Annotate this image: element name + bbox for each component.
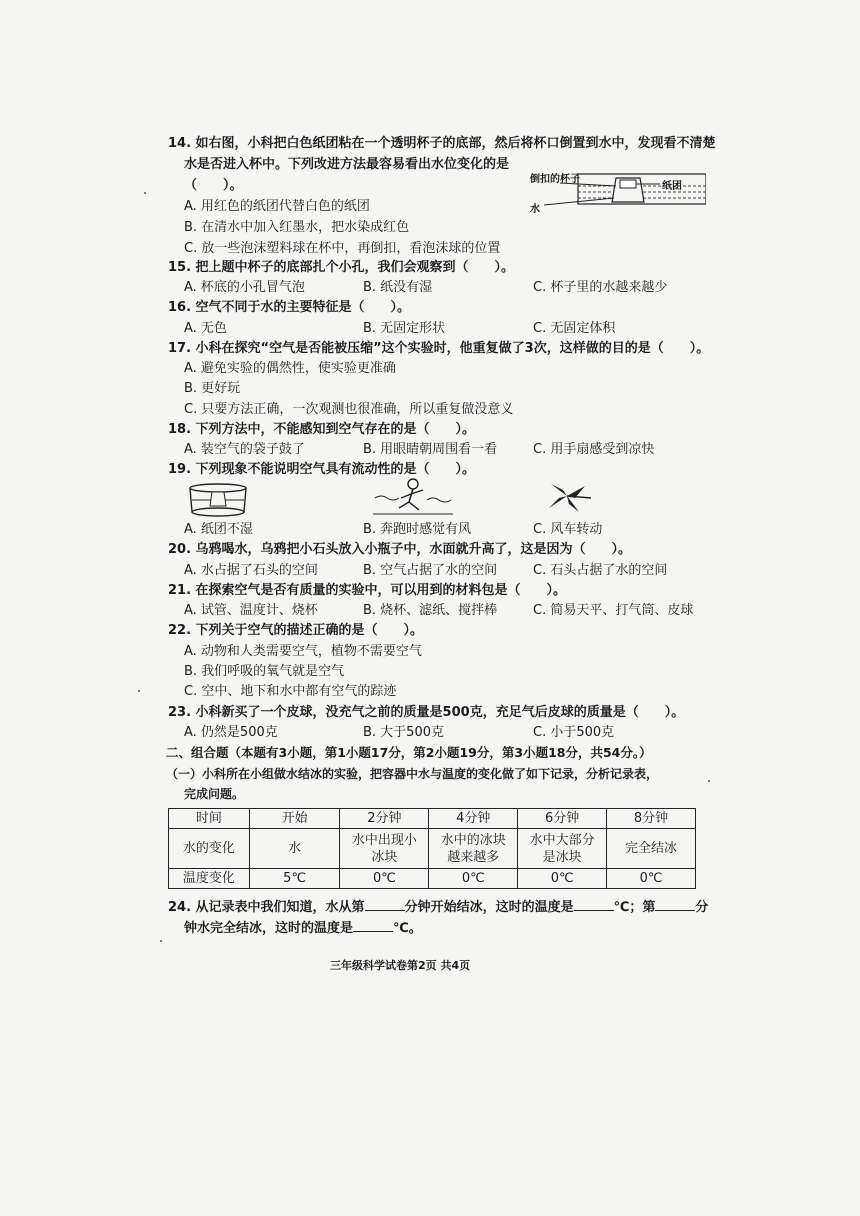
q15-option-b: B. 纸没有湿 xyxy=(363,280,433,295)
scan-speck xyxy=(160,940,162,942)
paper-ball-label: 纸团 xyxy=(662,181,682,192)
q14-option-c: C. 放一些泡沫塑料球在杯中，再倒扣，看泡沫球的位置 xyxy=(184,241,501,256)
table-cell: 温度变化 xyxy=(169,869,250,889)
table-cell: 开始 xyxy=(249,809,340,829)
q18-option-c: C. 用手扇感受到凉快 xyxy=(533,442,655,457)
table-cell-line: 水的变化 xyxy=(182,841,235,856)
table-cell xyxy=(169,829,250,869)
section2-title: 二、组合题（本题有3小题，第1小题17分，第2小题19分，第3小题18分，共54分。） xyxy=(166,745,652,760)
q23-option-b: B. 大于500克 xyxy=(363,725,444,740)
q23-option-a: A. 仍然是500克 xyxy=(184,725,278,740)
q19-pinwheel-figure xyxy=(543,478,593,518)
scan-speck xyxy=(144,192,146,194)
q24-blank-start-minute[interactable] xyxy=(365,910,405,911)
table-cell: 5℃ xyxy=(249,869,340,889)
q17-option-b: B. 更好玩 xyxy=(184,381,241,396)
q23-stem: 23. 小科新买了一个皮球，没充气之前的质量是500克，充足气后皮球的质量是（ ）。 xyxy=(168,705,685,720)
q24-text: 钟水完全结冰，这时的温度是 xyxy=(184,921,354,936)
q14-stem-line2: 水是否进入杯中。下列改进方法最容易看出水位变化的是 xyxy=(184,157,510,172)
q21-option-b: B. 烧杯、滤纸、搅拌棒 xyxy=(363,603,498,618)
table-cell xyxy=(429,829,518,869)
q24-text: ℃。 xyxy=(393,921,422,936)
table-cell xyxy=(249,829,340,869)
q20-stem: 20. 乌鸦喝水，乌鸦把小石头放入小瓶子中，水面就升高了，这是因为（ ）。 xyxy=(168,542,632,557)
table-cell: 0℃ xyxy=(429,869,518,889)
q24-line2 xyxy=(184,919,422,939)
q20-option-b: B. 空气占据了水的空间 xyxy=(363,563,498,578)
q19-runner-figure xyxy=(373,478,453,518)
table-cell-line: 水中大部分 xyxy=(529,832,595,848)
table-cell: 0℃ xyxy=(607,869,696,889)
q19-stem: 19. 下列现象不能说明空气具有流动性的是（ ）。 xyxy=(168,462,476,477)
q17-stem: 17. 小科在探究“空气是否能被压缩”这个实验时，他重复做了3次，这样做的目的是（ ）。 xyxy=(168,341,710,356)
q14-option-b: B. 在清水中加入红墨水，把水染成红色 xyxy=(184,220,410,235)
section2-part1-line1: （一）小科所在小组做水结冰的实验，把容器中水与温度的变化做了如下记录，分析记录表， xyxy=(166,767,659,781)
running-child-icon xyxy=(373,478,453,518)
table-cell-line: 越来越多 xyxy=(447,849,500,865)
beaker-icon xyxy=(188,482,248,518)
q15-stem: 15. 把上题中杯子的底部扎个小孔，我们会观察到（ ）。 xyxy=(168,260,515,275)
table-cell-line: 冰块 xyxy=(371,849,398,865)
q18-option-a: A. 装空气的袋子鼓了 xyxy=(184,442,305,457)
q19-option-b: B. 奔跑时感觉有风 xyxy=(363,522,472,537)
cup-label: 倒扣的杯子 xyxy=(530,174,580,185)
table-header-row xyxy=(169,809,696,829)
table-cell xyxy=(518,829,607,869)
q19-option-c: C. 风车转动 xyxy=(533,522,603,537)
q23-option-c: C. 小于500克 xyxy=(533,725,615,740)
table-cell: 4分钟 xyxy=(429,809,518,829)
table-cell: 2分钟 xyxy=(340,809,429,829)
q14-stem-line1: 14. 如右图，小科把白色纸团粘在一个透明杯子的底部，然后将杯口倒置到水中，发现看不清楚 xyxy=(168,136,716,151)
q24-blank-end-temp[interactable] xyxy=(353,931,393,932)
table-cell-line: 水 xyxy=(288,841,302,856)
water-label: 水 xyxy=(530,204,540,215)
q17-option-a: A. 避免实验的偶然性，使实验更准确 xyxy=(184,361,396,376)
table-cell: 时间 xyxy=(169,809,250,829)
table-cell: 0℃ xyxy=(518,869,607,889)
q20-option-c: C. 石头占据了水的空间 xyxy=(533,563,668,578)
table-cell: 0℃ xyxy=(340,869,429,889)
q20-option-a: A. 水占据了石头的空间 xyxy=(184,563,318,578)
q24-text: 24. 从记录表中我们知道，水从第 xyxy=(168,900,365,915)
q21-option-a: A. 试管、温度计、烧杯 xyxy=(184,603,318,618)
q24-text: 分钟开始结冰，这时的温度是 xyxy=(404,900,574,915)
table-cell xyxy=(340,829,429,869)
q17-option-c: C. 只要方法正确，一次观测也很准确，所以重复做没意义 xyxy=(184,402,514,417)
scan-speck xyxy=(708,780,710,782)
q22-option-c: C. 空中、地下和水中都有空气的踪迹 xyxy=(184,684,397,699)
pinwheel-icon xyxy=(543,478,593,518)
table-row-water xyxy=(169,829,696,869)
q14-answer-paren: （ ）。 xyxy=(184,178,243,193)
table-cell-line: 水中的冰块 xyxy=(440,832,506,848)
q15-option-c: C. 杯子里的水越来越少 xyxy=(533,280,668,295)
section2-part1-line2: 完成问题。 xyxy=(184,787,245,801)
q14-option-a: A. 用红色的纸团代替白色的纸团 xyxy=(184,199,370,214)
q16-option-c: C. 无固定体积 xyxy=(533,321,616,336)
q24-blank-end-minute[interactable] xyxy=(655,910,695,911)
q15-option-a: A. 杯底的小孔冒气泡 xyxy=(184,280,305,295)
q14-cup-figure xyxy=(530,172,706,216)
table-cell-line: 是冰块 xyxy=(542,849,582,865)
table-row-temperature xyxy=(169,869,696,889)
q24-text: ℃；第 xyxy=(613,900,656,915)
table-cell: 8分钟 xyxy=(607,809,696,829)
table-cell-line: 完全结冰 xyxy=(625,841,678,856)
q24-text: 分 xyxy=(695,900,709,915)
q19-option-a: A. 纸团不湿 xyxy=(184,522,253,537)
q19-beaker-figure xyxy=(188,482,248,518)
q21-stem: 21. 在探索空气是否有质量的实验中，可以用到的材料包是（ ）。 xyxy=(168,583,567,598)
page-footer: 三年级科学试卷第2页 共4页 xyxy=(330,959,471,972)
q24-line1 xyxy=(168,898,708,918)
q16-option-a: A. 无色 xyxy=(184,321,227,336)
table-cell: 6分钟 xyxy=(518,809,607,829)
q24-blank-start-temp[interactable] xyxy=(574,910,614,911)
q18-stem: 18. 下列方法中，不能感知到空气存在的是（ ）。 xyxy=(168,422,476,437)
q16-option-b: B. 无固定形状 xyxy=(363,321,446,336)
q16-stem: 16. 空气不同于水的主要特征是（ ）。 xyxy=(168,300,411,315)
scan-speck xyxy=(138,690,140,692)
q22-option-b: B. 我们呼吸的氧气就是空气 xyxy=(184,664,345,679)
q22-option-a: A. 动物和人类需要空气，植物不需要空气 xyxy=(184,644,422,659)
q22-stem: 22. 下列关于空气的描述正确的是（ ）。 xyxy=(168,623,424,638)
record-table xyxy=(168,808,696,889)
q18-option-b: B. 用眼睛朝周围看一看 xyxy=(363,442,498,457)
q21-option-c: C. 简易天平、打气筒、皮球 xyxy=(533,603,694,618)
table-cell-line: 水中出现小 xyxy=(351,832,417,848)
table-cell xyxy=(607,829,696,869)
